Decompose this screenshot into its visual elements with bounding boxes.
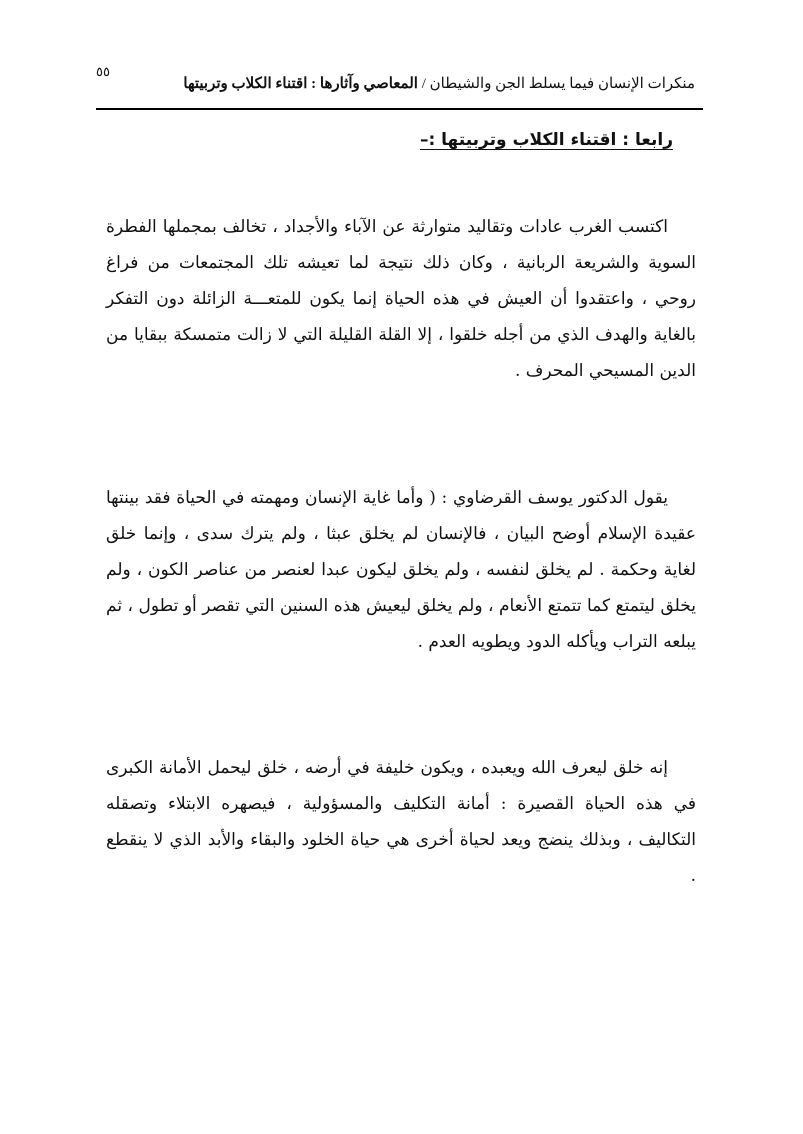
paragraph-text: اكتسب الغرب عادات وتقاليد متوارثة عن الآباء والأجداد ، تخالف بمجملها الفطرة السوية والشريعة الربانية ، وكان ذلك نتيجة لما تعيشه تلك المجتمعات من فراغ روحي ، واعتقدوا أن العيش في هذه الحياة إنما يكون للمتعـــة الزائلة دون التفكر بالغاية والهدف الذي من أجله خلقوا ، إلا القلة القليلة التي لا زالت متمسكة ببقايا من الدين المسيحي المحرف .: [106, 217, 696, 381]
section-heading: رابعا : اقتناء الكلاب وتربيتها :–: [419, 130, 673, 150]
paragraph-text: يقول الدكتور يوسف القرضاوي : ( وأما غاية الإنسان ومهمته في الحياة فقد بينتها عقيدة الإسلام أوضح البيان ، فالإنسان لم يخلق عبثا ، ولم يترك سدى ، وإنما خلق لغاية وحكمة . لم يخلق لنفسه ، ولم يخلق ليكون عبدا لعنصر من عناصر الكون ، ولم يخلق ليتمتع كما تتمتع الأنعام ، ولم يخلق ليعيش هذه السنين التي تقصر أو تطول ، ثم يبلعه التراب ويأكله الدود ويطويه العدم .: [106, 488, 696, 652]
header-book-title: منكرات الإنسان فيما يسلط الجن والشيطان /: [417, 76, 695, 92]
paragraph-text: إنه خلق ليعرف الله ويعبده ، ويكون خليفة في أرضه ، خلق ليحمل الأمانة الكبرى في هذه الحياة القصيرة : أمانة التكليف والمسؤولية ، فيصهره الابتلاء وتصقله التكاليف ، وبذلك ينضج ويعد لحياة أخرى هي حياة الخلود والبقاء والأبد الذي لا ينقطع .: [106, 758, 696, 886]
running-header: [135, 74, 695, 93]
page-number: ٥٥: [96, 64, 110, 79]
header-divider: [96, 108, 703, 110]
header-part-title: المعاصي وآثارها : اقتناء الكلاب وتربيتها: [183, 76, 418, 92]
body-paragraph-2: [106, 480, 696, 660]
body-paragraph-1: [106, 209, 696, 389]
body-paragraph-3: [106, 750, 696, 894]
